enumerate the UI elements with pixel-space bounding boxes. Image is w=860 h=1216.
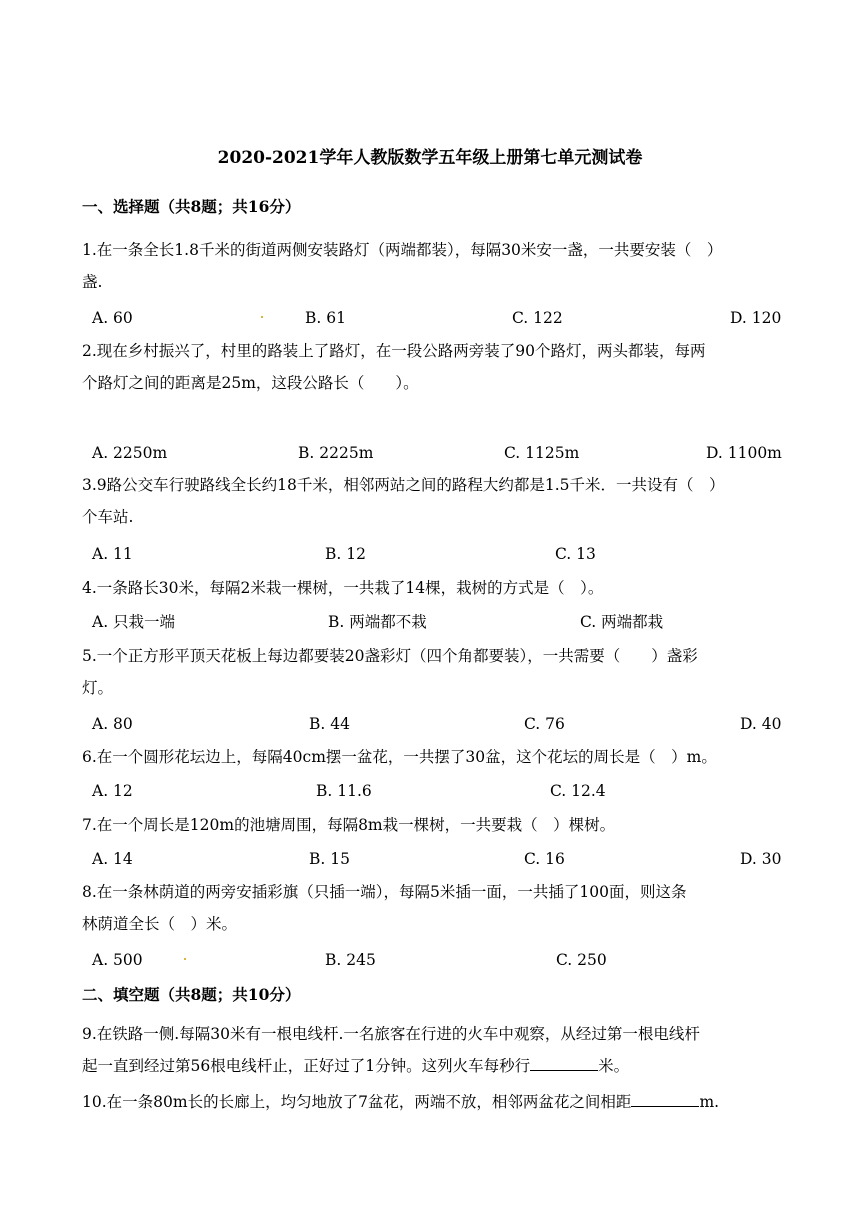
option-c: C. 122: [512, 309, 563, 327]
option-a: A. 12: [92, 782, 133, 800]
question-text: m.: [699, 1093, 720, 1111]
question-text: 米。: [598, 1057, 630, 1075]
question-text: 5.一个正方形平顶天花板上每边都要装20盏彩灯（四个角都要装），一共需要（ ）盏彩: [82, 647, 698, 665]
option-b: B. 两端都不栽: [328, 613, 427, 631]
answer-blank[interactable]: [530, 1054, 598, 1071]
option-b: B. 61: [305, 309, 346, 327]
option-c: C. 13: [555, 545, 596, 563]
question-7: [82, 809, 782, 841]
question-text: 个车站.: [82, 508, 134, 526]
option-a: A. 500: [92, 951, 143, 969]
question-text: 9.在铁路一侧.每隔30米有一根电线杆.一名旅客在行进的火车中观察，从经过第一根电线杆: [82, 1025, 700, 1043]
question-text: 8.在一条林荫道的两旁安插彩旗（只插一端），每隔5米插一面，一共插了100面，则这条: [82, 883, 687, 901]
question-text: 个路灯之间的距离是25m，这段公路长（ ）。: [82, 374, 419, 392]
question-text: 4.一条路长30米，每隔2米栽一棵树，一共栽了14棵，栽树的方式是（ ）。: [82, 579, 604, 597]
question-1: [82, 234, 782, 298]
scan-speck: [184, 958, 186, 960]
option-a: A. 11: [92, 545, 133, 563]
option-c: C. 250: [556, 951, 607, 969]
option-c: C. 16: [524, 850, 565, 868]
option-a: A. 80: [92, 715, 133, 733]
option-a: A. 只栽一端: [92, 613, 176, 631]
scan-speck: [261, 316, 263, 318]
question-text: 6.在一个圆形花坛边上，每隔40cm摆一盆花，一共摆了30盆，这个花坛的周长是（ ）m。: [82, 748, 717, 766]
question-text: 2.现在乡村振兴了，村里的路装上了路灯，在一段公路两旁装了90个路灯，两头都装，每两: [82, 342, 706, 360]
option-c: C. 76: [524, 715, 565, 733]
question-text: 1.在一条全长1.8千米的街道两侧安装路灯（两端都装），每隔30米安一盏，一共要安装（ ）: [82, 241, 723, 259]
section-heading-choice: 一、选择题（共8题；共16分）: [82, 197, 301, 216]
question-text: 10.在一条80m长的长廊上，均匀地放了7盆花，两端不放，相邻两盆花之间相距: [82, 1093, 632, 1111]
question-5: [82, 640, 782, 704]
question-text: 盏.: [82, 273, 103, 291]
question-2: [82, 335, 782, 399]
question-9: [82, 1018, 782, 1082]
option-b: B. 245: [325, 951, 376, 969]
option-d: D. 1100m: [706, 444, 782, 462]
question-text: 林荫道全长（ ）米。: [82, 915, 238, 933]
question-8: [82, 876, 782, 940]
option-b: B. 2225m: [298, 444, 374, 462]
question-text-with-blank: [82, 1050, 782, 1082]
option-b: B. 15: [309, 850, 350, 868]
question-6: [82, 741, 782, 773]
option-c: C. 12.4: [550, 782, 606, 800]
section-heading-fill: 二、填空题（共8题；共10分）: [82, 985, 301, 1004]
question-text: 3.9路公交车行驶路线全长约18千米，相邻两站之间的路程大约都是1.5千米．一共设有（ ）: [82, 476, 725, 494]
option-d: D. 40: [740, 715, 782, 733]
question-text: 起一直到经过第56根电线杆止，正好过了1分钟。这列火车每秒行: [82, 1057, 531, 1075]
answer-blank[interactable]: [631, 1090, 699, 1107]
question-text-with-blank: [82, 1086, 782, 1118]
option-b: B. 44: [309, 715, 350, 733]
option-b: B. 12: [325, 545, 366, 563]
page-title: 2020-2021学年人教版数学五年级上册第七单元测试卷: [217, 148, 643, 168]
option-c: C. 两端都栽: [580, 613, 664, 631]
option-d: D. 120: [730, 309, 782, 327]
question-text: 灯。: [82, 679, 114, 697]
question-4: [82, 572, 782, 604]
option-a: A. 14: [92, 850, 133, 868]
option-d: D. 30: [740, 850, 782, 868]
option-a: A. 60: [92, 309, 133, 327]
question-text: 7.在一个周长是120m的池塘周围，每隔8m栽一棵树，一共要栽（ ）棵树。: [82, 816, 616, 834]
question-3: [82, 469, 782, 533]
option-c: C. 1125m: [504, 444, 580, 462]
option-a: A. 2250m: [92, 444, 168, 462]
question-10: [82, 1086, 782, 1118]
option-b: B. 11.6: [316, 782, 372, 800]
